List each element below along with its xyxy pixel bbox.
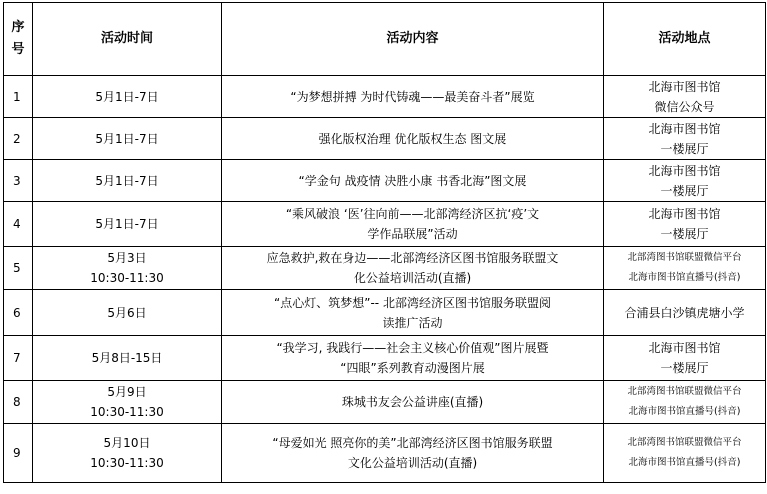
schedule-table-wrapper bbox=[3, 2, 766, 483]
activity-content-line: 读推广活动 bbox=[382, 315, 443, 330]
activity-location-line: 合浦县白沙镇虎塘小学 bbox=[624, 305, 745, 320]
header-time: 活动时间 bbox=[33, 3, 222, 76]
table-row bbox=[4, 247, 766, 290]
activity-content-line: 应急救护,救在身边——北部湾经济区图书馆服务联盟文 bbox=[266, 251, 559, 265]
activity-location bbox=[604, 202, 766, 247]
activity-content-line: “点心灯、筑梦想”-- 北部湾经济区图书馆服务联盟阅 bbox=[274, 295, 551, 310]
activity-location-line: 微信公众号 bbox=[654, 99, 715, 114]
activity-time-line: 5月8日-15日 bbox=[91, 351, 163, 365]
row-number: 6 bbox=[4, 290, 33, 336]
header-location: 活动地点 bbox=[604, 3, 766, 76]
header-seq bbox=[4, 3, 33, 76]
activity-time bbox=[33, 118, 222, 160]
activity-location-line: 北部湾图书馆联盟微信平台 bbox=[627, 386, 742, 397]
activity-location bbox=[604, 381, 766, 424]
activity-content-line: 化公益培训活动(直播) bbox=[353, 271, 472, 285]
activity-content-line: 强化版权治理 优化版权生态 图文展 bbox=[318, 131, 507, 146]
activity-content bbox=[222, 336, 604, 381]
activity-location-line: 北海市图书馆直播号(抖音) bbox=[628, 272, 741, 283]
activity-content bbox=[222, 76, 604, 118]
activity-time-line: 5月6日 bbox=[107, 305, 147, 320]
activity-location-line: 一楼展厅 bbox=[660, 361, 709, 375]
activity-location-line: 一楼展厅 bbox=[660, 141, 709, 156]
activity-time bbox=[33, 247, 222, 290]
row-number: 5 bbox=[4, 247, 33, 290]
row-number: 7 bbox=[4, 336, 33, 381]
activity-location bbox=[604, 424, 766, 483]
activity-time bbox=[33, 290, 222, 336]
activity-content-line: “为梦想拼搏 为时代铸魂——最美奋斗者”展览 bbox=[290, 89, 535, 104]
activity-time-line: 5月1日-7日 bbox=[95, 217, 159, 231]
activity-content-line: “我学习, 我践行——社会主义核心价值观”图片展暨 bbox=[276, 341, 549, 355]
activity-location-line: 北海市图书馆直播号(抖音) bbox=[628, 406, 741, 417]
activity-content bbox=[222, 247, 604, 290]
activity-content bbox=[222, 202, 604, 247]
activity-time bbox=[33, 160, 222, 202]
activity-content bbox=[222, 118, 604, 160]
table-header-row bbox=[4, 3, 766, 76]
activity-time-line: 5月1日-7日 bbox=[95, 131, 159, 146]
activity-location-line: 北海市图书馆 bbox=[648, 121, 721, 136]
activity-content-line: 文化公益培训活动(直播) bbox=[347, 456, 478, 470]
activity-content-line: “学金句 战疫情 决胜小康 书香北海”图文展 bbox=[298, 173, 527, 188]
activity-content bbox=[222, 290, 604, 336]
activity-content bbox=[222, 160, 604, 202]
activity-location-line: 北海市图书馆 bbox=[648, 163, 721, 178]
activity-location bbox=[604, 290, 766, 336]
table-row bbox=[4, 160, 766, 202]
activity-location-line: 北海市图书馆 bbox=[648, 79, 721, 94]
activity-content-line: 珠城书友会公益讲座(直播) bbox=[341, 395, 484, 409]
activity-content-line: “母爱如光 照亮你的美”北部湾经济区图书馆服务联盟 bbox=[272, 436, 553, 450]
activity-content bbox=[222, 381, 604, 424]
header-seq-line1: 序 bbox=[11, 20, 25, 35]
activity-time bbox=[33, 424, 222, 483]
row-number: 4 bbox=[4, 202, 33, 247]
activity-location bbox=[604, 76, 766, 118]
row-number: 8 bbox=[4, 381, 33, 424]
table-row bbox=[4, 118, 766, 160]
activity-location-line: 北海市图书馆 bbox=[648, 341, 721, 355]
activity-location bbox=[604, 160, 766, 202]
activity-content bbox=[222, 424, 604, 483]
activity-time bbox=[33, 336, 222, 381]
table-row bbox=[4, 336, 766, 381]
row-number: 1 bbox=[4, 76, 33, 118]
activity-time-line: 10:30-11:30 bbox=[90, 456, 164, 470]
header-seq-line2: 号 bbox=[11, 42, 25, 57]
activity-time-line: 5月10日 bbox=[103, 436, 151, 450]
activity-time-line: 10:30-11:30 bbox=[90, 405, 164, 419]
activity-location bbox=[604, 118, 766, 160]
row-number: 3 bbox=[4, 160, 33, 202]
activity-content-line: “乘风破浪 ‘医’往向前——北部湾经济区抗‘疫’文 bbox=[285, 207, 540, 221]
activity-schedule-table bbox=[3, 2, 766, 483]
activity-content-line: “四眼”系列教育动漫图片展 bbox=[340, 361, 485, 375]
activity-location-line: 一楼展厅 bbox=[660, 183, 709, 198]
activity-time-line: 5月1日-7日 bbox=[95, 89, 159, 104]
activity-location-line: 北部湾图书馆联盟微信平台 bbox=[627, 437, 742, 448]
row-number: 9 bbox=[4, 424, 33, 483]
activity-location bbox=[604, 336, 766, 381]
activity-time-line: 5月9日 bbox=[107, 385, 147, 399]
activity-time-line: 5月1日-7日 bbox=[95, 173, 159, 188]
activity-location-line: 北海市图书馆直播号(抖音) bbox=[628, 457, 741, 468]
activity-location-line: 北海市图书馆 bbox=[648, 207, 721, 221]
table-row bbox=[4, 290, 766, 336]
activity-time bbox=[33, 76, 222, 118]
table-row bbox=[4, 76, 766, 118]
activity-location-line: 北部湾图书馆联盟微信平台 bbox=[627, 252, 742, 263]
activity-time bbox=[33, 202, 222, 247]
activity-time-line: 10:30-11:30 bbox=[90, 271, 164, 285]
table-row bbox=[4, 202, 766, 247]
table-row bbox=[4, 424, 766, 483]
activity-content-line: 学作品联展”活动 bbox=[367, 227, 458, 241]
activity-time-line: 5月3日 bbox=[107, 251, 147, 265]
activity-time bbox=[33, 381, 222, 424]
activity-location bbox=[604, 247, 766, 290]
table-row bbox=[4, 381, 766, 424]
row-number: 2 bbox=[4, 118, 33, 160]
header-content: 活动内容 bbox=[222, 3, 604, 76]
activity-location-line: 一楼展厅 bbox=[660, 227, 709, 241]
